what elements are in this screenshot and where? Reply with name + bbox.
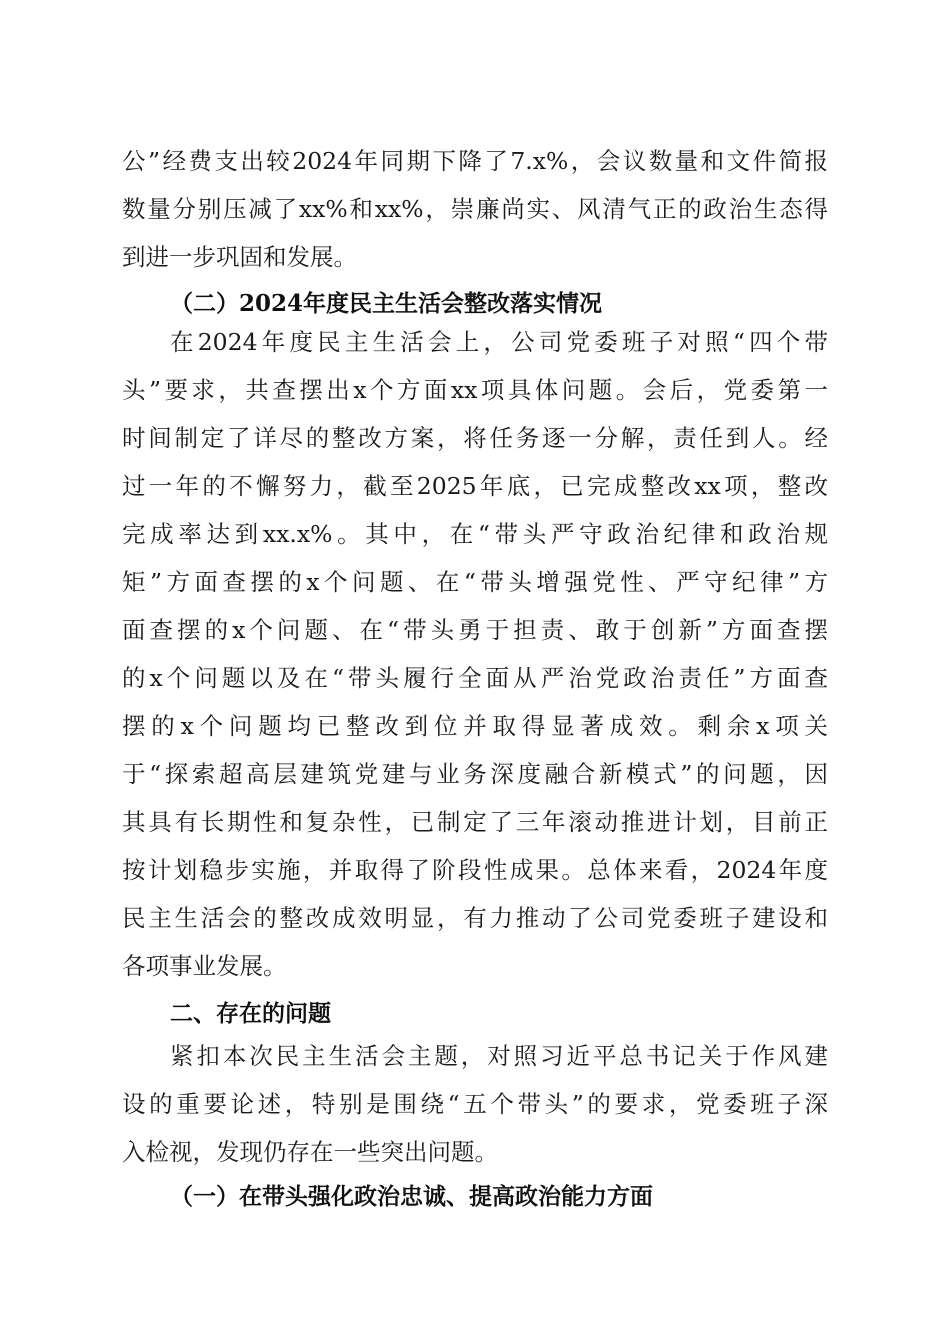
paragraph-2-line-5: 完成率达到xx.x%。其中，在“带头严守政治纪律和政治规 — [122, 520, 828, 548]
paragraph-2-line-1: 在2024年度民主生活会上，公司党委班子对照“四个带 — [170, 328, 828, 356]
paragraph-2-line-6: 矩”方面查摆的x个问题、在“带头增强党性、严守纪律”方 — [122, 568, 828, 596]
paragraph-2-line-14: 各项事业发展。 — [122, 952, 287, 980]
paragraph-2-line-8: 的x个问题以及在“带头履行全面从严治党政治责任”方面查 — [122, 664, 828, 692]
paragraph-1-line-1: 公”经费支出较2024年同期下降了7.x%，会议数量和文件简报 — [122, 147, 828, 175]
section-heading-2024-rectification: （二）2024年度民主生活会整改落实情况 — [170, 290, 603, 317]
paragraph-2-line-10: 于“探索超高层建筑党建与业务深度融合新模式”的问题，因 — [122, 760, 828, 788]
paragraph-2-line-7: 面查摆的x个问题、在“带头勇于担责、敢于创新”方面查摆 — [122, 616, 828, 644]
paragraph-3-line-2: 设的重要论述，特别是围绕“五个带头”的要求，党委班子深 — [122, 1090, 828, 1118]
paragraph-2-line-11: 其具有长期性和复杂性，已制定了三年滚动推进计划，目前正 — [122, 808, 828, 836]
paragraph-1-line-2: 数量分别压减了xx%和xx%，崇廉尚实、风清气正的政治生态得 — [122, 195, 828, 223]
section-heading-political-loyalty: （一）在带头强化政治忠诚、提高政治能力方面 — [170, 1183, 653, 1210]
paragraph-3-line-3: 入检视，发现仍存在一些突出问题。 — [122, 1138, 498, 1166]
paragraph-2-line-12: 按计划稳步实施，并取得了阶段性成果。总体来看，2024年度 — [122, 856, 828, 884]
paragraph-2-line-9: 摆的x个问题均已整改到位并取得显著成效。剩余x项关 — [122, 712, 828, 740]
paragraph-1-line-3: 到进一步巩固和发展。 — [122, 243, 357, 271]
paragraph-3-line-1: 紧扣本次民主生活会主题，对照习近平总书记关于作风建 — [170, 1042, 828, 1070]
paragraph-2-line-13: 民主生活会的整改成效明显，有力推动了公司党委班子建设和 — [122, 904, 828, 932]
paragraph-2-line-2: 头”要求，共查摆出x个方面xx项具体问题。会后，党委第一 — [122, 376, 828, 404]
paragraph-2-line-4: 过一年的不懈努力，截至2025年底，已完成整改xx项，整改 — [122, 472, 828, 500]
section-heading-existing-problems: 二、存在的问题 — [170, 1001, 331, 1027]
paragraph-2-line-3: 时间制定了详尽的整改方案，将任务逐一分解，责任到人。经 — [122, 424, 828, 452]
